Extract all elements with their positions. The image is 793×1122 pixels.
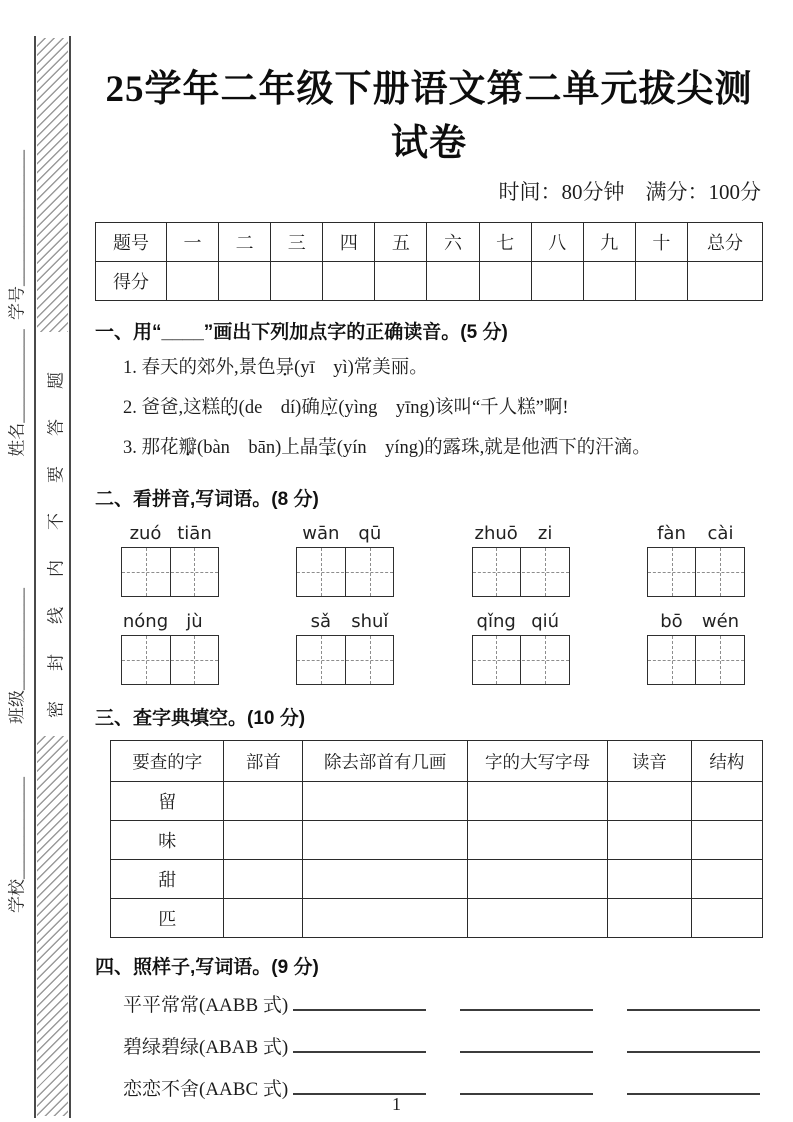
page-number: 1 (392, 1094, 401, 1114)
seal-hatch-top (37, 38, 68, 332)
seal-hatch-bottom (37, 736, 68, 1116)
score-header-cell: 八 (531, 223, 583, 262)
dictionary-table-row (111, 860, 763, 899)
score-header-cell: 九 (583, 223, 635, 262)
dict-cell-empty (303, 899, 468, 938)
section-4-heading: 四、照样子,写词语。(9 分) (95, 957, 319, 978)
dotted-char: 莹 • (318, 428, 337, 468)
section-2-heading: 二、看拼音,写词语。(8 分) (95, 489, 319, 510)
score-header-cell: 总分 (688, 223, 763, 262)
pinyin-word-group (647, 523, 745, 597)
pinyin-row-1 (95, 523, 763, 597)
dict-cell-empty (224, 821, 303, 860)
writing-grid-box (296, 547, 394, 597)
dict-cell-empty (467, 782, 607, 821)
dict-cell-empty (691, 899, 762, 938)
class-field: 班级____________ (7, 588, 27, 724)
pinyin-label: zhuō zi (474, 523, 553, 544)
answer-blank (460, 1032, 593, 1053)
lookup-char: 甜 (111, 860, 224, 899)
pattern-example: 恋恋不舍(AABC 式) (123, 1079, 289, 1100)
seal-rail-right-rule (69, 36, 71, 1118)
dict-cell-empty (691, 860, 762, 899)
seal-line-text: 密封线内不要答题 (46, 342, 66, 718)
dict-cell-empty (303, 782, 468, 821)
student-id-field: 学号________________ (7, 150, 27, 320)
main-content (95, 0, 763, 1111)
score-header-cell: 四 (323, 223, 375, 262)
score-cell-empty (427, 262, 479, 301)
answer-blank (293, 1074, 426, 1095)
score-cell-empty (479, 262, 531, 301)
score-row-label: 得分 (96, 262, 167, 301)
score-cell-empty (688, 262, 763, 301)
pinyin-word-group (121, 611, 219, 685)
pinyin-label: bō wén (660, 611, 740, 632)
score-cell-empty (219, 262, 271, 301)
dict-header-cell: 除去部首有几画 (303, 741, 468, 782)
dict-cell-empty (224, 860, 303, 899)
pinyin-word-group (296, 523, 394, 597)
pinyin-label: sǎ shuǐ (310, 611, 389, 632)
answer-blank (293, 1032, 426, 1053)
pinyin-label: qǐng qiú (476, 611, 560, 632)
answer-blank (627, 1074, 760, 1095)
sentence-item-3: 3. 那花瓣 •(bàn bān)上晶莹 •(yín yíng)的露珠,就是他洒下的汗滴。 (123, 428, 763, 468)
student-name-field: 姓名___________ (7, 329, 27, 457)
dict-header-cell: 要查的字 (111, 741, 224, 782)
writing-grid-box (472, 547, 570, 597)
dictionary-table-row (111, 899, 763, 938)
score-table-score-row (96, 262, 763, 301)
dict-cell-empty (224, 782, 303, 821)
score-header-cell: 三 (271, 223, 323, 262)
dotted-char: 异 • (276, 348, 295, 388)
score-table (95, 222, 763, 301)
pinyin-word-group (647, 611, 745, 685)
pinyin-row-2 (95, 611, 763, 685)
dict-cell-empty (691, 821, 762, 860)
score-header-cell: 五 (375, 223, 427, 262)
dict-cell-empty (607, 821, 691, 860)
dict-header-cell: 读音 (607, 741, 691, 782)
section-3-heading: 三、查字典填空。(10 分) (95, 708, 306, 729)
pinyin-word-group (472, 523, 570, 597)
dict-cell-empty (467, 860, 607, 899)
section-1-items (123, 348, 763, 468)
dict-cell-empty (607, 782, 691, 821)
dictionary-table (110, 740, 763, 938)
dictionary-table-row (111, 821, 763, 860)
pattern-example: 碧绿碧绿(ABAB 式) (123, 1037, 289, 1058)
dictionary-table-row (111, 782, 763, 821)
section-1-heading: 一、用“____”画出下列加点字的正确读音。(5 分) (95, 322, 508, 343)
writing-grid-box (121, 635, 219, 685)
score-cell-empty (375, 262, 427, 301)
lookup-char: 留 (111, 782, 224, 821)
dict-cell-empty (607, 860, 691, 899)
writing-grid-box (121, 547, 219, 597)
pattern-example: 平平常常(AABB 式) (123, 995, 289, 1016)
page-title: 25学年二年级下册语文第二单元拔尖测试卷 (105, 69, 753, 164)
dotted-char: 应 • (320, 388, 339, 428)
answer-blank (627, 990, 760, 1011)
score-cell-empty (271, 262, 323, 301)
writing-grid-box (296, 635, 394, 685)
dict-header-cell: 字的大写字母 (467, 741, 607, 782)
dict-cell-empty (303, 821, 468, 860)
dict-cell-empty (467, 899, 607, 938)
pinyin-label: fàn cài (657, 523, 734, 544)
writing-grid-box (472, 635, 570, 685)
lookup-char: 匹 (111, 899, 224, 938)
lookup-char: 味 (111, 821, 224, 860)
score-header-cell: 一 (167, 223, 219, 262)
dict-cell-empty (691, 782, 762, 821)
dictionary-table-header-row (111, 741, 763, 782)
answer-blank (460, 1074, 593, 1095)
answer-blank (293, 990, 426, 1011)
dict-cell-empty (467, 821, 607, 860)
pinyin-label: nóng jù (122, 611, 203, 632)
dict-cell-empty (607, 899, 691, 938)
pinyin-word-group (296, 611, 394, 685)
seal-rail-left-rule (34, 36, 36, 1118)
dotted-char: 的 • (220, 388, 239, 428)
score-cell-empty (323, 262, 375, 301)
dict-header-cell: 部首 (224, 741, 303, 782)
writing-grid-box (647, 547, 745, 597)
sentence-item-2: 2. 爸爸,这糕的 •(de dí)确应 •(yìng yīng)该叫“千人糕”啊! (123, 388, 763, 428)
section-4-rows (123, 985, 763, 1111)
score-table-header-row (96, 223, 763, 262)
sentence-item-1: 1. 春天的郊外,景色异 •(yī yì)常美丽。 (123, 348, 763, 388)
school-field: 学校____________ (7, 777, 27, 913)
score-header-cell: 二 (219, 223, 271, 262)
pattern-word-row (123, 1027, 763, 1069)
pattern-word-row (123, 985, 763, 1027)
answer-blank (627, 1032, 760, 1053)
writing-grid-box (647, 635, 745, 685)
pinyin-word-group (472, 611, 570, 685)
score-header-cell: 题号 (96, 223, 167, 262)
pinyin-word-group (121, 523, 219, 597)
score-cell-empty (635, 262, 687, 301)
score-cell-empty (167, 262, 219, 301)
dotted-char: 瓣 • (179, 428, 198, 468)
score-cell-empty (583, 262, 635, 301)
dict-cell-empty (224, 899, 303, 938)
pinyin-label: wān qū (302, 523, 382, 544)
dict-cell-empty (303, 860, 468, 899)
score-header-cell: 十 (635, 223, 687, 262)
score-header-cell: 六 (427, 223, 479, 262)
score-header-cell: 七 (479, 223, 531, 262)
exam-meta: 时间：80分钟 满分：100分 (498, 180, 761, 204)
answer-blank (460, 990, 593, 1011)
pinyin-label: zuó tiān (129, 523, 212, 544)
score-cell-empty (531, 262, 583, 301)
dict-header-cell: 结构 (691, 741, 762, 782)
